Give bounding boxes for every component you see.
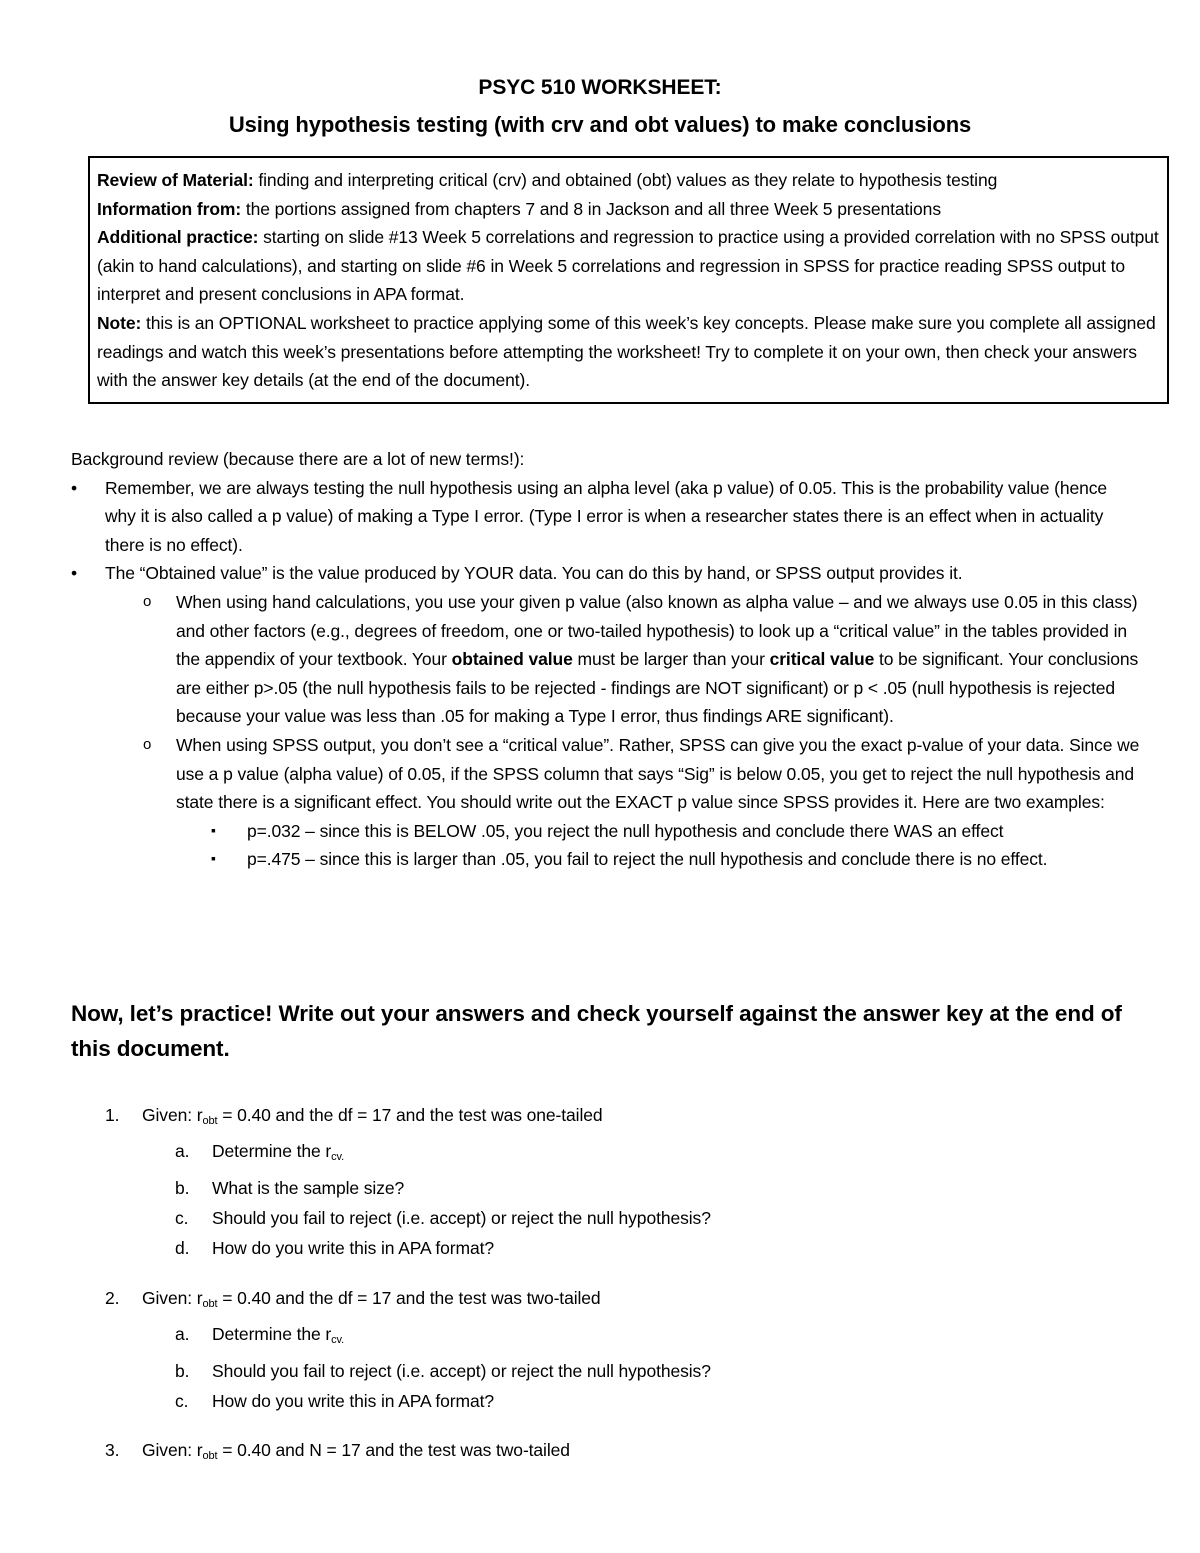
list-item <box>71 731 1141 817</box>
list-item <box>71 817 1141 846</box>
background-review <box>71 445 1141 874</box>
sub-text: How do you write this in APA format? <box>212 1238 495 1259</box>
sub-label: d. <box>175 1238 190 1259</box>
sub-bullet-text <box>176 592 1138 726</box>
text-run: = 0.40 and the df = 17 and the test was two-tailed <box>217 1288 601 1308</box>
obtained-value-term: obtained value <box>451 649 573 670</box>
square-marker: ▪ <box>211 850 216 867</box>
sub-question <box>105 1203 1105 1233</box>
list-item <box>71 474 1141 560</box>
sub-question <box>105 1173 1105 1203</box>
text-run: Given: r <box>142 1288 203 1308</box>
sub-text: How do you write this in APA format? <box>212 1390 495 1411</box>
question-number: 1. <box>105 1105 120 1125</box>
information-from <box>97 195 1159 224</box>
bullet-text: Remember, we are always testing the null hypothesis using an alpha level (aka p value) of 0.05. This is the probability value (hence why it is also called a p value) of making a Type I error. (Type I error is when a researcher states there is an effect when in actuality there is no effect). <box>105 477 1108 555</box>
page-title: PSYC 510 WORKSHEET: <box>478 76 722 99</box>
list-item <box>71 845 1141 874</box>
background-heading: Background review (because there are a lot of new terms!): <box>71 449 525 469</box>
question-text <box>105 1435 1105 1471</box>
sub-text: Should you fail to reject (i.e. accept) or reject the null hypothesis? <box>212 1360 711 1381</box>
question-line <box>105 1100 1105 1136</box>
question-3 <box>105 1435 1105 1471</box>
critical-value-term: critical value <box>769 649 875 670</box>
example-text: p=.475 – since this is larger than .05, you fail to reject the null hypothesis and conclude there is no effect. <box>247 849 1048 870</box>
additional-text: starting on slide #13 Week 5 correlations and regression to practice using a provided correlation with no SPSS output (akin to hand calculations), and starting on slide #6 in Week 5 correlations and regression in SPSS for practice reading SPSS output to interpret and present conclusions in APA format. <box>97 227 1159 305</box>
text-run: When using hand calculations, you use your given p value (also known as alpha value – and we always use 0.05 in this class) and other factors (e.g., degrees of freedom, one or two-tailed hypothesis) to look up a “critical value” in the tables provided in the appendix of your textbook. Your <box>176 591 1138 670</box>
sub-question <box>105 1356 1105 1386</box>
note <box>97 309 1159 395</box>
subscript: obt <box>202 1450 218 1462</box>
review-text: finding and interpreting critical (crv) and obtained (obt) values as they relate to hypothesis testing <box>253 170 998 190</box>
subscript: cv. <box>331 1151 345 1164</box>
question-text <box>105 1283 1105 1319</box>
note-label: Note: <box>97 312 142 333</box>
sub-text: Should you fail to reject (i.e. accept) or reject the null hypothesis? <box>212 1207 711 1228</box>
text-run: = 0.40 and the df = 17 and the test was one-tailed <box>217 1105 603 1125</box>
review-of-material <box>97 166 1159 195</box>
question-line <box>105 1283 1105 1319</box>
sub-label: c. <box>175 1390 189 1411</box>
note-text: this is an OPTIONAL worksheet to practice applying some of this week’s key concepts. Please make sure you complete all assigned readings and watch this week’s presentations before attempting the worksheet! Try to complete it on your own, then check your answers with the answer key details (at the end of the document). <box>97 312 1156 391</box>
circle-marker: o <box>143 592 152 610</box>
subscript: obt <box>202 1115 218 1127</box>
bullet-marker: • <box>71 563 78 584</box>
text-run: Given: r <box>142 1440 203 1460</box>
sub-question <box>105 1386 1105 1416</box>
sub-label: a. <box>175 1324 190 1345</box>
subscript: obt <box>202 1298 218 1310</box>
review-label: Review of Material: <box>97 170 254 190</box>
list-item <box>71 588 1141 731</box>
list-item <box>71 559 1141 588</box>
practice-heading: Now, let’s practice! Write out your answers and check yourself against the answer key at the end of this document. <box>71 1001 1122 1061</box>
bullet-text: The “Obtained value” is the value produced by YOUR data. You can do this by hand, or SPSS output provides it. <box>105 563 963 584</box>
sub-label: b. <box>175 1177 190 1198</box>
square-marker: ▪ <box>211 821 216 838</box>
sub-text: What is the sample size? <box>212 1177 405 1198</box>
sub-label: c. <box>175 1207 189 1228</box>
question-text <box>105 1100 1105 1136</box>
sub-text: Determine the r <box>212 1141 332 1162</box>
page-subtitle: Using hypothesis testing (with crv and obt values) to make conclusions <box>228 112 972 137</box>
text-run: Given: r <box>142 1105 203 1125</box>
additional-label: Additional practice: <box>97 227 259 248</box>
sub-bullet-text: When using SPSS output, you don’t see a “critical value”. Rather, SPSS can give you the exact p-value of your data. Since we use a p value (alpha value) of 0.05, if the SPSS column that says “Sig” is below 0.05, you get to reject the null hypothesis and state there is a significant effect. You should write out the EXACT p value since SPSS provides it. Here are two examples: <box>176 734 1140 813</box>
text-run: must be larger than your <box>572 649 770 670</box>
info-text: the portions assigned from chapters 7 and 8 in Jackson and all three Week 5 presentations <box>241 198 941 219</box>
sub-question <box>105 1319 1105 1355</box>
sub-label: a. <box>175 1141 190 1162</box>
sub-question <box>105 1136 1105 1172</box>
text-run: to be significant. Your conclusions are either p>.05 (the null hypothesis fails to be rejected - findings are NOT significant) or p < .05 (null hypothesis is rejected because your value was less than .05 for making a Type I error, thus findings ARE significant). <box>176 649 1139 727</box>
question-number: 2. <box>105 1288 120 1308</box>
text-run: = 0.40 and N = 17 and the test was two-tailed <box>217 1440 570 1460</box>
bullet-marker: • <box>71 477 78 498</box>
question-2 <box>105 1283 1105 1416</box>
question-number: 3. <box>105 1440 120 1460</box>
sub-text: Determine the r <box>212 1324 332 1345</box>
info-label: Information from: <box>97 198 242 219</box>
sub-label: b. <box>175 1360 190 1381</box>
review-box <box>88 156 1169 404</box>
question-1 <box>105 1100 1105 1263</box>
circle-marker: o <box>143 735 152 753</box>
example-text: p=.032 – since this is BELOW .05, you reject the null hypothesis and conclude there WAS an effect <box>247 820 1004 841</box>
question-line <box>105 1435 1105 1471</box>
additional-practice <box>97 223 1159 309</box>
subscript: cv. <box>331 1334 345 1347</box>
sub-question <box>105 1233 1105 1263</box>
